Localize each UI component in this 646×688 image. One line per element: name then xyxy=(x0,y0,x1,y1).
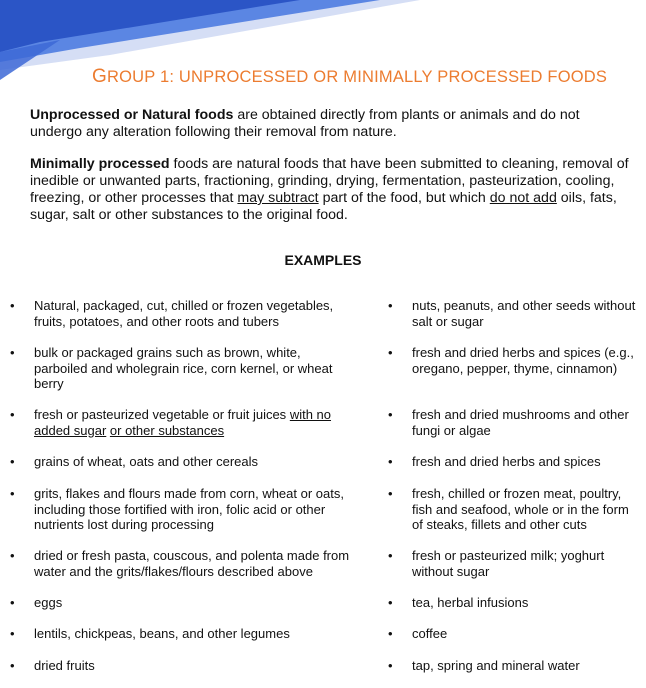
intro-paragraph-unprocessed xyxy=(30,107,630,141)
p2-c: oils, fats, sugar, salt or other substances to the original food. xyxy=(30,190,617,223)
left-item-3-pre: fresh or pasteurized vegetable or fruit juices xyxy=(34,407,290,422)
examples-heading: EXAMPLES xyxy=(284,252,362,268)
title-first-letter: G xyxy=(92,66,107,87)
left-item-3 xyxy=(34,407,354,438)
bullet: • xyxy=(388,345,393,360)
left-item-3-underline-2: or other substances xyxy=(109,422,225,438)
p2-a: foods are natural foods that have been submitted to cleaning, removal of inedible or unwanted parts, fractioning, grinding, drying, fermentation, pasteurization, cooling, freezing, or other processes that xyxy=(30,156,629,206)
bullet: • xyxy=(388,407,393,422)
right-item-4: fresh and dried herbs and spices xyxy=(412,454,601,469)
p2-underline-may-subtract: may subtract xyxy=(237,190,319,206)
bullet: • xyxy=(10,658,15,673)
p1-rest: are obtained directly from plants or animals and do not undergo any alteration following their removal from nature. xyxy=(30,107,580,140)
left-item-6: dried or fresh pasta, couscous, and polenta made from water and the grits/flakes/flours described above xyxy=(34,548,350,579)
left-item-8: lentils, chickpeas, beans, and other legumes xyxy=(34,626,290,641)
bullet: • xyxy=(10,626,15,641)
bullet: • xyxy=(388,486,393,501)
page-title xyxy=(92,66,607,88)
left-item-2: bulk or packaged grains such as brown, white, parboiled and wholegrain rice, corn kernel, or wheat berry xyxy=(34,345,333,391)
bullet: • xyxy=(10,407,15,422)
bullet: • xyxy=(10,454,15,469)
left-item-4: grains of wheat, oats and other cereals xyxy=(34,454,259,469)
bullet: • xyxy=(10,486,15,501)
intro-paragraph-minimally-processed xyxy=(30,156,630,224)
left-item-7: eggs xyxy=(34,595,63,610)
bullet: • xyxy=(388,454,393,469)
bullet: • xyxy=(388,658,393,673)
left-item-1: Natural, packaged, cut, chilled or frozen vegetables, fruits, potatoes, and other roots and tubers xyxy=(34,298,334,329)
bullet: • xyxy=(388,298,393,313)
left-item-3-underline-1: with no added sugar xyxy=(34,407,332,438)
right-item-1: nuts, peanuts, and other seeds without salt or sugar xyxy=(412,298,636,329)
p1-bold: Unprocessed or Natural foods xyxy=(30,107,234,123)
bullet: • xyxy=(388,548,393,563)
left-item-5: grits, flakes and flours made from corn, wheat or oats, including those fortified with iron, folic acid or other nutrients lost during processing xyxy=(34,486,344,532)
p2-bold: Minimally processed xyxy=(30,156,170,172)
title-rest: ROUP 1: UNPROCESSED OR MINIMALLY PROCESSED FOODS xyxy=(106,68,608,86)
p2-underline-do-not-add: do not add xyxy=(489,190,557,206)
bullet: • xyxy=(10,548,15,563)
right-item-5: fresh, chilled or frozen meat, poultry, fish and seafood, whole or in the form of steaks, fillets and other cuts xyxy=(412,486,629,532)
right-item-8: coffee xyxy=(412,626,448,641)
right-item-2: fresh and dried herbs and spices (e.g., oregano, pepper, thyme, cinnamon) xyxy=(412,345,634,376)
p2-b: part of the food, but which xyxy=(318,190,490,206)
left-item-9: dried fruits xyxy=(34,658,95,673)
bullet: • xyxy=(388,626,393,641)
bullet: • xyxy=(10,595,15,610)
right-item-7: tea, herbal infusions xyxy=(412,595,529,610)
bullet: • xyxy=(10,298,15,313)
bullet: • xyxy=(388,595,393,610)
bullet: • xyxy=(10,345,15,360)
right-item-9: tap, spring and mineral water xyxy=(412,658,580,673)
right-item-6: fresh or pasteurized milk; yoghurt without sugar xyxy=(412,548,605,579)
right-item-3: fresh and dried mushrooms and other fungi or algae xyxy=(412,407,629,438)
